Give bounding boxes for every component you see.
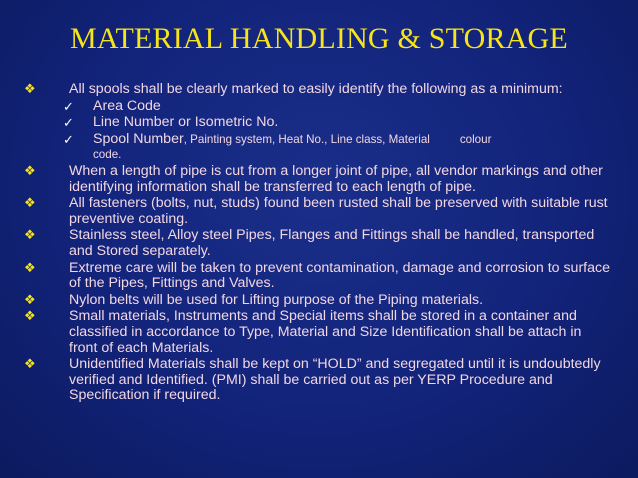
list-item xyxy=(22,293,612,309)
diamond-bullet-icon: ❖ xyxy=(24,259,36,275)
sub-item-text: Line Number or Isometric No. xyxy=(93,114,279,131)
sub-item-detail-code: code. xyxy=(93,148,122,162)
sub-item-text: Spool Number xyxy=(93,130,184,147)
diamond-bullet-icon: ❖ xyxy=(24,308,36,324)
item-text: Unidentified Materials shall be kept on “HOLD” and segregated until it is undoubtedly verified and Identified. (PMI) shall be carried out as per YERP Procedure and Specification if required. xyxy=(69,356,601,404)
list-item xyxy=(22,309,612,356)
item-text: Stainless steel, Alloy steel Pipes, Flanges and Fittings shall be handled, transported and Stored separately. xyxy=(69,227,595,259)
checkmark-icon: ✓ xyxy=(63,131,74,147)
slide-title: MATERIAL HANDLING & STORAGE xyxy=(70,22,568,55)
diamond-bullet-icon: ❖ xyxy=(24,356,36,372)
item-text: Extreme care will be taken to prevent contamination, damage and corrosion to surface of the Pipes, Fittings and Valves. xyxy=(69,259,610,292)
diamond-bullet-icon: ❖ xyxy=(24,291,36,307)
diamond-bullet-icon: ❖ xyxy=(24,162,36,178)
sub-item-text: Area Code xyxy=(93,97,161,114)
diamond-bullet-icon: ❖ xyxy=(24,227,36,243)
item-text: Nylon belts will be used for Lifting purpose of the Piping materials. xyxy=(69,291,484,308)
bullet-list xyxy=(22,82,612,405)
sub-list-item xyxy=(16,115,612,131)
list-item xyxy=(22,261,612,292)
list-item xyxy=(22,228,612,259)
item-text: Small materials, Instruments and Special items shall be stored in a container and classified in accordance to Type, Material and Size Identification shall be attach in front of each Materials. xyxy=(69,308,582,356)
list-item xyxy=(22,164,612,195)
list-item xyxy=(22,82,612,98)
diamond-bullet-icon: ❖ xyxy=(24,81,36,96)
item-text: All spools shall be clearly marked to easily identify the following as a minimum: xyxy=(69,81,563,97)
sub-list-item xyxy=(16,132,612,163)
item-text: All fasteners (bolts, nut, studs) found been rusted shall be preserved with suitable rust preventive coating. xyxy=(69,195,608,227)
list-item xyxy=(22,357,612,404)
sub-list-item xyxy=(16,99,612,115)
checkmark-icon: ✓ xyxy=(63,115,74,131)
list-item xyxy=(22,196,612,227)
diamond-bullet-icon: ❖ xyxy=(24,195,36,211)
sub-item-detail: , Painting system, Heat No., Line class, Material xyxy=(183,132,430,146)
sub-item-detail-colour: colour xyxy=(459,132,492,146)
item-text: When a length of pipe is cut from a longer joint of pipe, all vendor markings and other identifying information shall be transferred to each length of pipe. xyxy=(69,162,603,195)
checkmark-icon: ✓ xyxy=(63,98,74,114)
